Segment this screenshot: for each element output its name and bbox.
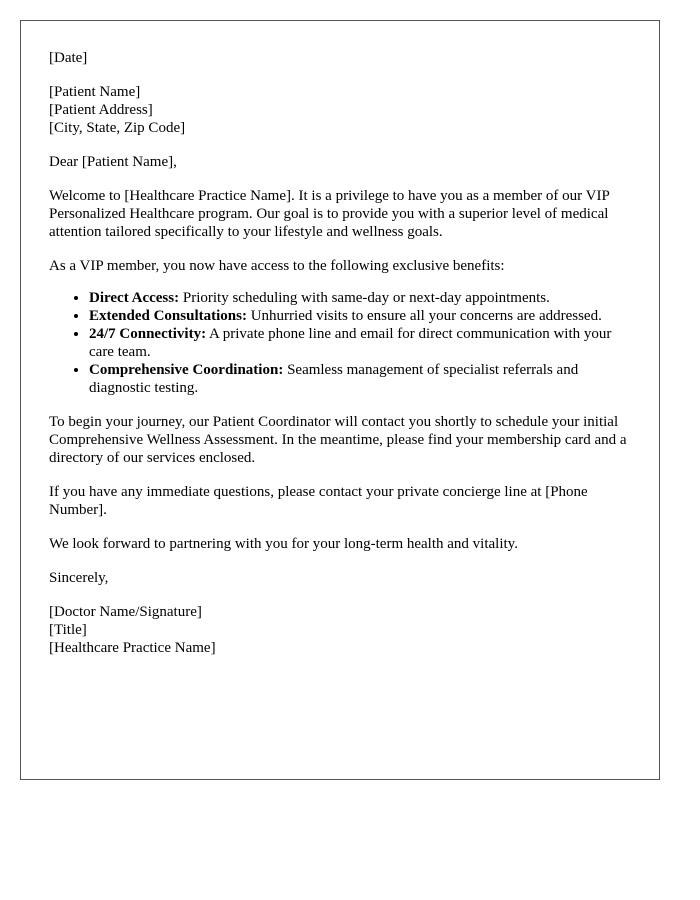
salutation-block bbox=[49, 153, 629, 171]
benefit-text: Unhurried visits to ensure all your concerns are addressed. bbox=[246, 308, 602, 324]
benefit-title: Extended Consultations: bbox=[89, 308, 247, 324]
benefit-item bbox=[89, 325, 629, 361]
recipient-address: [Patient Address] bbox=[49, 102, 153, 118]
salutation: Dear [Patient Name], bbox=[49, 154, 177, 170]
benefit-title: Comprehensive Coordination: bbox=[89, 362, 284, 378]
questions-paragraph: If you have any immediate questions, please contact your private concierge line at [Phone Number]. bbox=[49, 484, 588, 518]
benefit-title: Direct Access: bbox=[89, 290, 180, 306]
signature-title: [Title] bbox=[49, 622, 87, 638]
recipient-address-block bbox=[49, 83, 629, 137]
sign-off: Sincerely, bbox=[49, 570, 109, 586]
recipient-city-state-zip: [City, State, Zip Code] bbox=[49, 120, 186, 136]
intro-paragraph: Welcome to [Healthcare Practice Name]. It is a privilege to have you as a member of our VIP Personalized Healthcare program. Our goal is to provide you with a superior level of medical attention tailored specifically to your lifestyle and wellness goals. bbox=[49, 188, 610, 240]
benefits-intro-block bbox=[49, 257, 629, 275]
benefit-title: 24/7 Connectivity: bbox=[89, 326, 207, 342]
intro-paragraph-block bbox=[49, 187, 629, 241]
letter-date: [Date] bbox=[49, 50, 88, 66]
next-steps-paragraph: To begin your journey, our Patient Coordinator will contact you shortly to schedule your initial Comprehensive Wellness Assessment. In the meantime, please find your membership card and a directory of our services enclosed. bbox=[49, 414, 627, 466]
letter-body bbox=[49, 49, 629, 673]
date-block bbox=[49, 49, 629, 67]
next-steps-block bbox=[49, 413, 629, 467]
closing-statement: We look forward to partnering with you for your long-term health and vitality. bbox=[49, 536, 518, 552]
letter-page bbox=[20, 20, 660, 780]
closing-statement-block bbox=[49, 535, 629, 553]
benefit-text: A private phone line and email for direct communication with your care team. bbox=[89, 326, 612, 360]
benefit-text: Priority scheduling with same-day or next-day appointments. bbox=[179, 290, 550, 306]
sign-off-block bbox=[49, 569, 629, 587]
signature-block bbox=[49, 603, 629, 657]
benefit-item bbox=[89, 289, 629, 307]
benefit-text: Seamless management of specialist referrals and diagnostic testing. bbox=[89, 362, 579, 396]
benefit-item bbox=[89, 361, 629, 397]
questions-block bbox=[49, 483, 629, 519]
recipient-name: [Patient Name] bbox=[49, 84, 141, 100]
benefit-item bbox=[89, 307, 629, 325]
benefits-intro: As a VIP member, you now have access to the following exclusive benefits: bbox=[49, 258, 505, 274]
signature-practice: [Healthcare Practice Name] bbox=[49, 640, 216, 656]
benefits-list bbox=[49, 289, 629, 397]
signature-name: [Doctor Name/Signature] bbox=[49, 604, 202, 620]
